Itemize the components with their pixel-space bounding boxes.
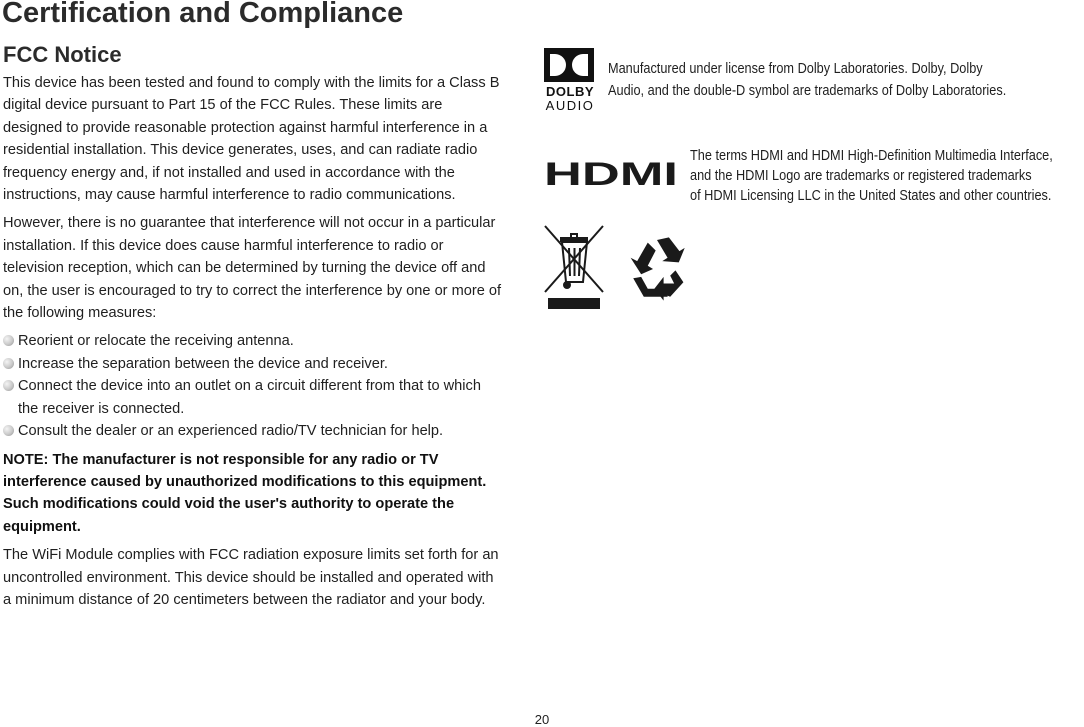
measure-text: Connect the device into an outlet on a circuit different from that to which the receiver is connected.	[18, 378, 481, 417]
measure-text: Reorient or relocate the receiving antenna.	[18, 333, 294, 350]
recycle-icon	[624, 236, 690, 302]
trademarks-section	[543, 46, 1084, 326]
hdmi-text-line: The terms HDMI and HDMI High-Definition Multimedia Interface,	[690, 148, 1053, 164]
list-item	[3, 353, 503, 375]
bullet-icon	[3, 425, 14, 436]
hdmi-trademark-text	[690, 146, 1084, 206]
wifi-exposure-paragraph: The WiFi Module complies with FCC radiation exposure limits set forth for an uncontrolled environment. This device should be installed and operated with a minimum distance of 20 centimeters between the radiator and your body.	[3, 547, 499, 608]
crossed-out-wheelie-bin-icon	[543, 224, 605, 314]
fcc-measures-list	[3, 330, 503, 442]
list-item	[3, 375, 503, 420]
hdmi-logo	[544, 160, 678, 193]
dolby-logo-sub: AUDIO	[545, 98, 595, 113]
dolby-double-d-icon	[544, 48, 594, 82]
bullet-icon	[3, 358, 14, 369]
measure-text: Consult the dealer or an experienced radio/TV technician for help.	[18, 423, 444, 440]
dolby-trademark-text: Manufactured under license from Dolby Laboratories. Dolby, Dolby Audio, and the double-D symbol are trademarks of Dolby Laboratories.	[608, 61, 1007, 99]
dolby-audio-logo	[543, 48, 597, 113]
fcc-notice-section	[3, 42, 503, 617]
fcc-paragraph-compliance: This device has been tested and found to comply with the limits for a Class B digital device pursuant to Part 15 of the FCC Rules. These limits are designed to provide reasonable protection against harmful interference in a residential installation. This device generates, uses, and can radiate radio frequency energy and, if not installed and used in accordance with the instructions, may cause harmful interference to radio communications.	[3, 75, 500, 204]
fcc-note: NOTE: The manufacturer is not responsible for any radio or TV interference caused by unauthorized modifications to this equipment. Such modifications could void the user's authority to operate the equipment.	[3, 451, 487, 535]
page-number: 20	[534, 712, 550, 727]
hdmi-text-line: and the HDMI Logo are trademarks or registered trademarks	[690, 168, 1032, 184]
hdmi-text-line: of HDMI Licensing LLC in the United States and other countries.	[690, 188, 1052, 204]
bullet-icon	[3, 335, 14, 346]
list-item	[3, 330, 503, 352]
page-title: Certification and Compliance	[2, 0, 404, 29]
list-item	[3, 420, 503, 442]
hdmi-logo-word: HDMI	[544, 160, 678, 188]
dolby-logo-word: DOLBY	[546, 84, 594, 99]
measure-text: Increase the separation between the device and receiver.	[18, 355, 388, 372]
fcc-paragraph-interference: However, there is no guarantee that interference will not occur in a particular installation. If this device does cause harmful interference to radio or television reception, which can be determined by turning the device off and on, the user is encouraged to try to correct the interference by one or more of the following measures:	[3, 215, 502, 322]
bullet-icon	[3, 380, 14, 391]
fcc-notice-heading: FCC Notice	[3, 42, 122, 67]
